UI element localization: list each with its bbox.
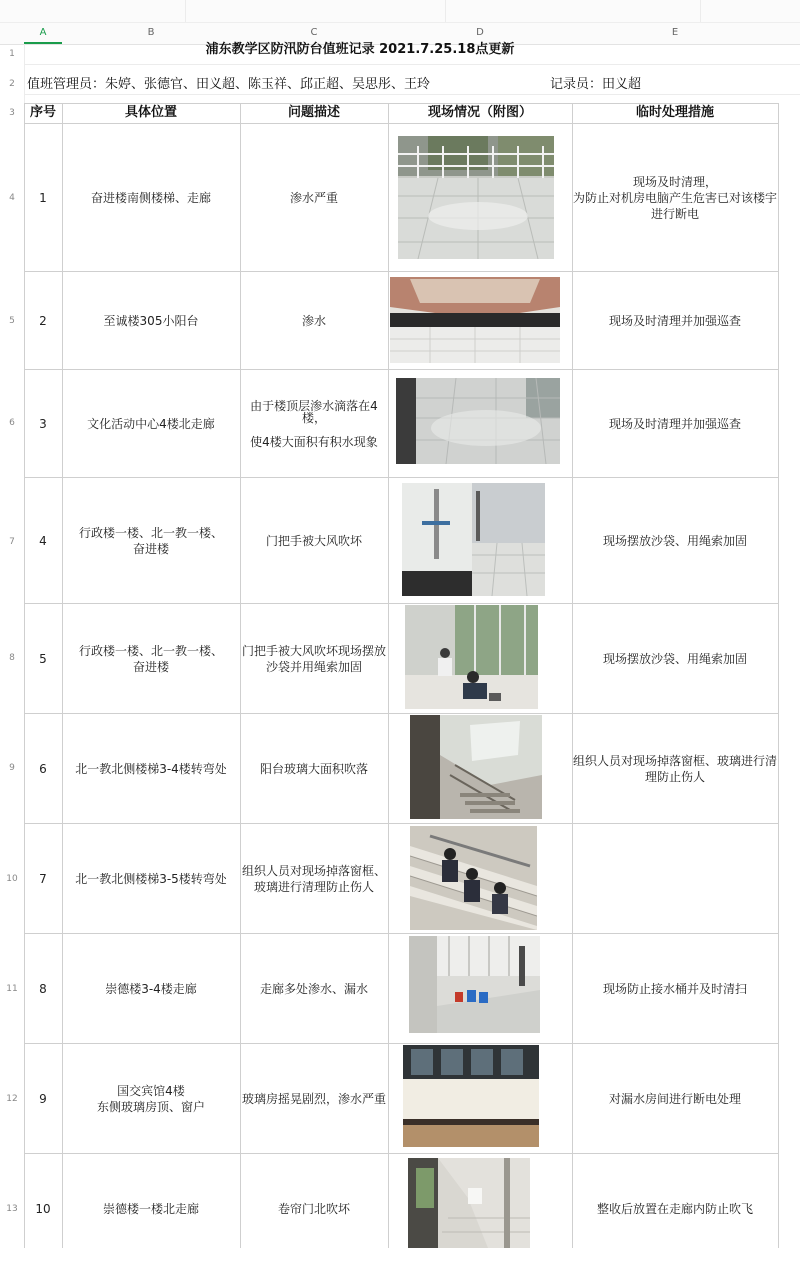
location-cell[interactable]: 国交宾馆4楼 东侧玻璃房顶、窗户 (96, 1083, 205, 1114)
problem-cell[interactable]: 组织人员对现场掉落窗框、玻璃进行清理防止伤人 (241, 863, 386, 894)
buckets-corridor-photo-icon[interactable] (409, 936, 540, 1033)
location-cell[interactable]: 奋进楼南侧楼梯、走廊 (90, 190, 211, 205)
north-corridor-photo-icon[interactable] (408, 1158, 530, 1248)
door-handle-photo-icon[interactable] (402, 483, 545, 596)
location-cell[interactable]: 至诚楼305小阳台 (103, 313, 199, 328)
row-no-cell[interactable]: 3 (39, 416, 47, 431)
measures-cell[interactable]: 现场摆放沙袋、用绳索加固 (602, 651, 747, 666)
row-number[interactable]: 3 (9, 108, 15, 118)
location-cell[interactable]: 行政楼一楼、北一教一楼、 奋进楼 (78, 525, 223, 556)
duty-managers-cell[interactable]: 值班管理员：朱婷、张德官、田义超、陈玉祥、邱正超、吴思彤、王玲 (27, 77, 431, 92)
measures-cell[interactable]: 现场及时清理并加强巡查 (608, 313, 741, 328)
measures-cell[interactable]: 现场及时清理， 为防止对机房电脑产生危害已对该楼宇进行断电 (572, 174, 777, 221)
problem-cell[interactable]: 卷帘门北吹坏 (277, 1202, 350, 1216)
toolbar-strip (0, 0, 800, 23)
stairwell-photo-icon[interactable] (410, 715, 542, 819)
stair-cleanup-photo-icon[interactable] (410, 826, 537, 930)
row-number[interactable]: 13 (6, 1204, 18, 1214)
column-letter-a[interactable]: A (24, 24, 62, 44)
column-letter-d[interactable]: D (476, 27, 484, 38)
location-cell[interactable]: 行政楼一楼、北一教一楼、 奋进楼 (78, 643, 223, 674)
row-no-cell[interactable]: 5 (39, 651, 47, 666)
row-no-cell[interactable]: 6 (39, 761, 47, 776)
problem-cell[interactable]: 玻璃房摇晃剧烈，渗水严重 (241, 1091, 386, 1106)
column-letter-e[interactable]: E (671, 27, 679, 38)
location-cell[interactable]: 崇德楼3-4楼走廊 (105, 981, 197, 996)
row-number[interactable]: 6 (9, 418, 15, 428)
problem-cell[interactable]: 阳台玻璃大面积吹落 (259, 761, 368, 776)
wet-floor-photo-icon[interactable] (396, 378, 560, 464)
location-cell[interactable]: 崇德楼一楼北走廊 (102, 1202, 199, 1216)
skylight-photo-icon[interactable] (390, 277, 560, 363)
problem-cell[interactable]: 门把手被大风吹坏现场摆放沙袋并用绳索加固 (241, 643, 386, 674)
measures-cell[interactable]: 整收后放置在走廊内防止吹飞 (596, 1202, 753, 1216)
measures-cell[interactable] (572, 824, 778, 933)
workers-door-photo-icon[interactable] (405, 605, 538, 709)
column-letter-b[interactable]: B (147, 27, 155, 38)
problem-cell[interactable]: 门把手被大风吹坏 (265, 533, 362, 548)
location-cell[interactable]: 北一教北侧楼梯3-4楼转弯处 (75, 761, 227, 776)
measures-cell[interactable]: 对漏水房间进行断电处理 (608, 1091, 741, 1106)
row-number[interactable]: 9 (9, 763, 15, 773)
sheet-title[interactable]: 浦东教学区防汛防台值班记录 2021.7.25.18点更新 (205, 42, 515, 57)
column-header-bar (0, 0, 800, 45)
measures-cell[interactable]: 现场防止接水桶并及时清扫 (602, 981, 747, 996)
header-scene[interactable]: 现场情况（附图） (427, 105, 532, 120)
row-number[interactable]: 12 (6, 1094, 18, 1104)
row-no-cell[interactable]: 2 (39, 313, 47, 328)
measures-cell[interactable]: 现场及时清理并加强巡查 (608, 416, 741, 431)
recorder-cell[interactable]: 记录员：田义超 (550, 77, 642, 92)
row-number[interactable]: 5 (9, 316, 15, 326)
row-number[interactable]: 8 (9, 653, 15, 663)
row-no-cell[interactable]: 1 (39, 190, 47, 205)
measures-cell[interactable]: 现场摆放沙袋、用绳索加固 (602, 533, 747, 548)
header-problem[interactable]: 问题描述 (287, 105, 340, 120)
row-number[interactable]: 4 (9, 193, 15, 203)
wet-corridor-photo-icon[interactable] (398, 136, 554, 259)
row-no-cell[interactable]: 8 (39, 981, 47, 996)
row-number[interactable]: 7 (9, 537, 15, 547)
row-no-cell[interactable]: 7 (39, 871, 47, 886)
row-number[interactable]: 1 (9, 49, 15, 59)
row-no-cell[interactable]: 9 (39, 1091, 47, 1106)
problem-cell[interactable]: 由于楼顶层渗水滴落在4楼， 使4楼大面积有积水现象 (250, 398, 378, 449)
row-no-cell[interactable]: 10 (35, 1202, 51, 1216)
row-number[interactable]: 10 (6, 874, 18, 884)
glass-room-photo-icon[interactable] (403, 1045, 539, 1147)
header-measures[interactable]: 临时处理措施 (635, 105, 714, 120)
measures-cell[interactable]: 组织人员对现场掉落窗框、玻璃进行清理防止伤人 (572, 753, 777, 784)
row-number[interactable]: 11 (6, 984, 18, 994)
problem-cell[interactable]: 渗水严重 (289, 190, 338, 205)
location-cell[interactable]: 北一教北侧楼梯3-5楼转弯处 (75, 871, 227, 886)
problem-cell[interactable]: 渗水 (301, 313, 326, 328)
column-letter-c[interactable]: C (310, 27, 318, 38)
problem-cell[interactable]: 走廊多处渗水、漏水 (259, 981, 368, 996)
row-number[interactable]: 2 (9, 79, 15, 89)
location-cell[interactable]: 文化活动中心4楼北走廊 (87, 416, 215, 431)
header-location[interactable]: 具体位置 (124, 105, 177, 120)
row-no-cell[interactable]: 4 (39, 533, 47, 548)
header-no[interactable]: 序号 (29, 105, 56, 120)
